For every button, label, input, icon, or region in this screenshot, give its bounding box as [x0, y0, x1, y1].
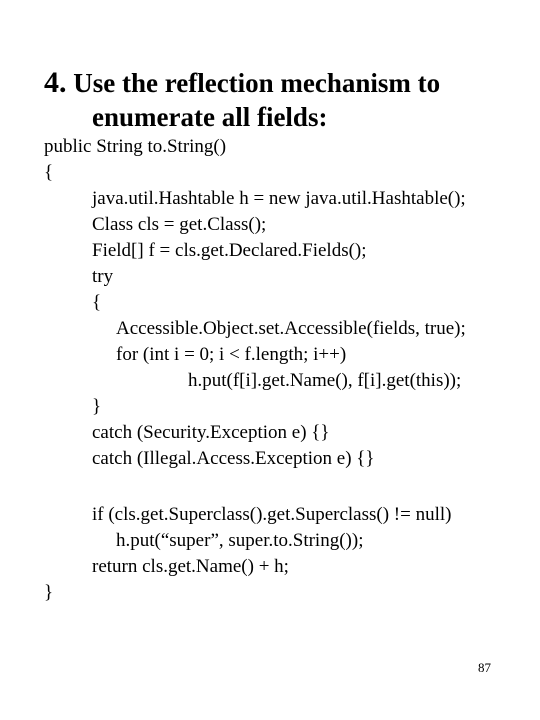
code-line: }: [44, 582, 54, 603]
code-line: for (int i = 0; i < f.length; i++): [116, 344, 347, 365]
page-number: 87: [478, 660, 491, 675]
title-line-2: enumerate all fields:: [92, 102, 328, 132]
code-line: h.put(f[i].get.Name(), f[i].get(this));: [188, 370, 462, 391]
code-line: java.util.Hashtable h = new java.util.Hashtable();: [92, 188, 466, 209]
code-line: }: [92, 396, 102, 417]
code-line: catch (Security.Exception e) {}: [92, 422, 330, 443]
code-line: Field[] f = cls.get.Declared.Fields();: [92, 240, 367, 261]
code-line: {: [44, 162, 54, 183]
code-line: return cls.get.Name() + h;: [92, 556, 289, 577]
code-line: h.put(“super”, super.to.String());: [116, 530, 364, 551]
title-text-1: Use the reflection mechanism to: [73, 68, 441, 98]
code-line: try: [92, 266, 114, 287]
code-line: {: [92, 292, 102, 313]
code-line: Class cls = get.Class();: [92, 214, 267, 235]
code-line: catch (Illegal.Access.Exception e) {}: [92, 448, 375, 469]
title-number: 4.: [44, 66, 67, 99]
title-line-1: [44, 66, 440, 100]
code-line: if (cls.get.Superclass().get.Superclass() != null): [92, 504, 452, 525]
code-line: public String to.String(): [44, 136, 227, 157]
code-line: Accessible.Object.set.Accessible(fields, true);: [116, 318, 466, 339]
